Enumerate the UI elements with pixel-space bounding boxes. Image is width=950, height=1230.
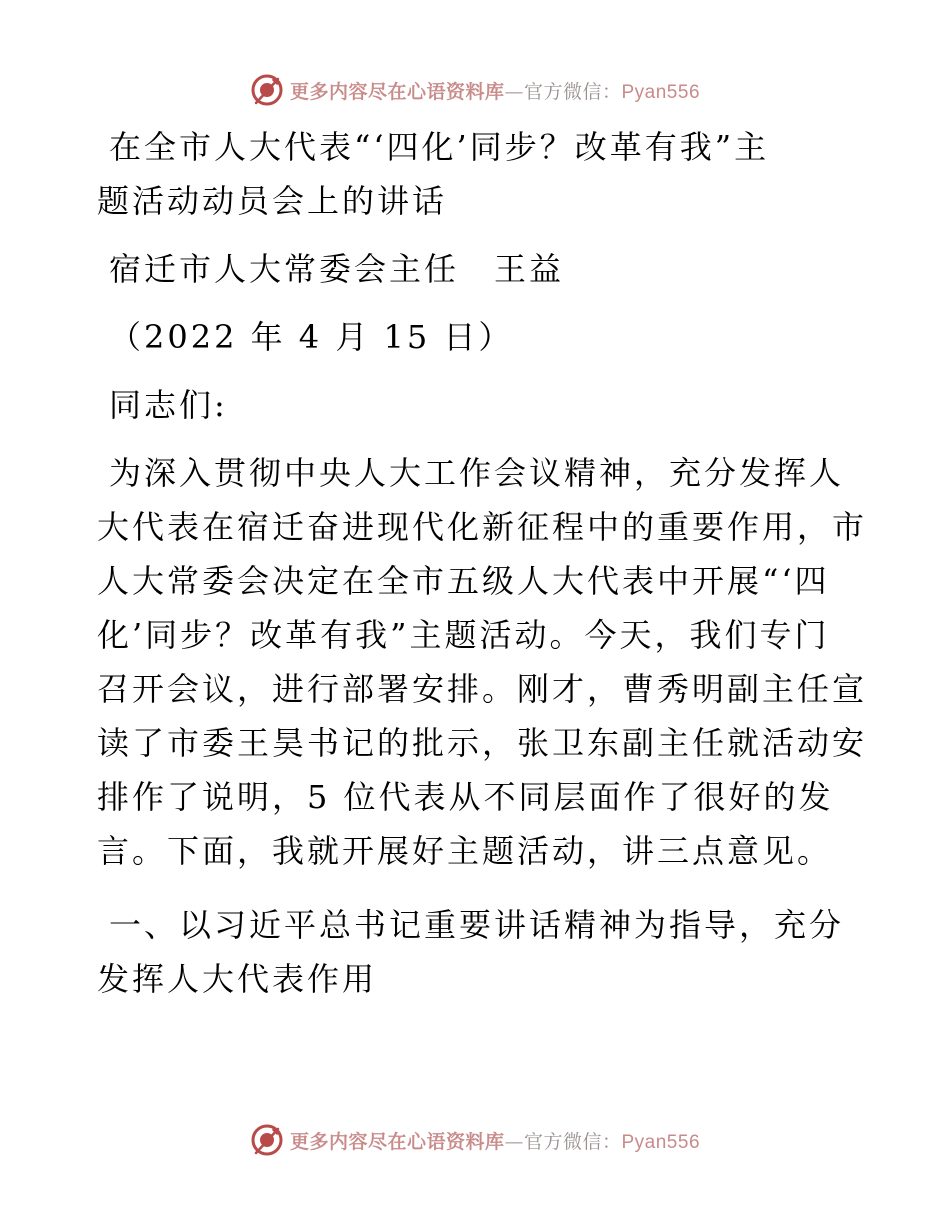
paragraph-line: 排作了说明，5 位代表从不同层面作了很好的发	[97, 778, 834, 816]
title-line-1: 在全市人大代表“‘四化’同步？改革有我”主	[109, 128, 770, 166]
section-heading-1	[97, 898, 857, 1006]
footer-watermark	[0, 1120, 950, 1160]
date-line: （2022 年 4 月 15 日）	[109, 318, 514, 356]
watermark-text	[290, 77, 700, 104]
paragraph-line: 大代表在宿迁奋进现代化新征程中的重要作用，市	[97, 508, 868, 546]
watermark-brand: 更多内容尽在心语资料库	[289, 1130, 505, 1153]
watermark-official: 官方微信：	[523, 80, 622, 103]
pen-logo-icon	[250, 1123, 284, 1157]
paragraph-1	[97, 446, 868, 878]
watermark-account: Pyan556	[621, 81, 701, 103]
paragraph-line: 召开会议，进行部署安排。刚才，曹秀明副主任宣	[97, 670, 868, 708]
paragraph-line: 读了市委王昊书记的批示，张卫东副主任就活动安	[97, 724, 868, 762]
author-line: 宿迁市人大常委会主任 王益	[109, 250, 565, 288]
paragraph-line: 人大常委会决定在全市五级人大代表中开展“‘四	[97, 562, 830, 600]
document-body	[97, 120, 868, 1006]
watermark-separator: —	[504, 1130, 524, 1153]
salutation: 同志们:	[109, 386, 228, 424]
watermark-text	[290, 1127, 700, 1154]
header-watermark	[0, 70, 950, 110]
heading-line: 发挥人大代表作用	[97, 960, 378, 998]
watermark-account: Pyan556	[621, 1131, 701, 1153]
paragraph-line: 为深入贯彻中央人大工作会议精神，充分发挥人	[109, 454, 845, 492]
pen-logo-icon	[250, 73, 284, 107]
heading-line: 一、以习近平总书记重要讲话精神为指导，充分	[109, 906, 845, 944]
title-line-2: 题活动动员会上的讲话	[97, 182, 448, 220]
watermark-brand: 更多内容尽在心语资料库	[289, 80, 505, 103]
watermark-separator: —	[504, 80, 524, 103]
paragraph-line: 化’同步？改革有我”主题活动。今天，我们专门	[97, 616, 830, 654]
watermark-official: 官方微信：	[523, 1130, 622, 1153]
paragraph-line: 言。下面，我就开展好主题活动，讲三点意见。	[97, 832, 833, 870]
